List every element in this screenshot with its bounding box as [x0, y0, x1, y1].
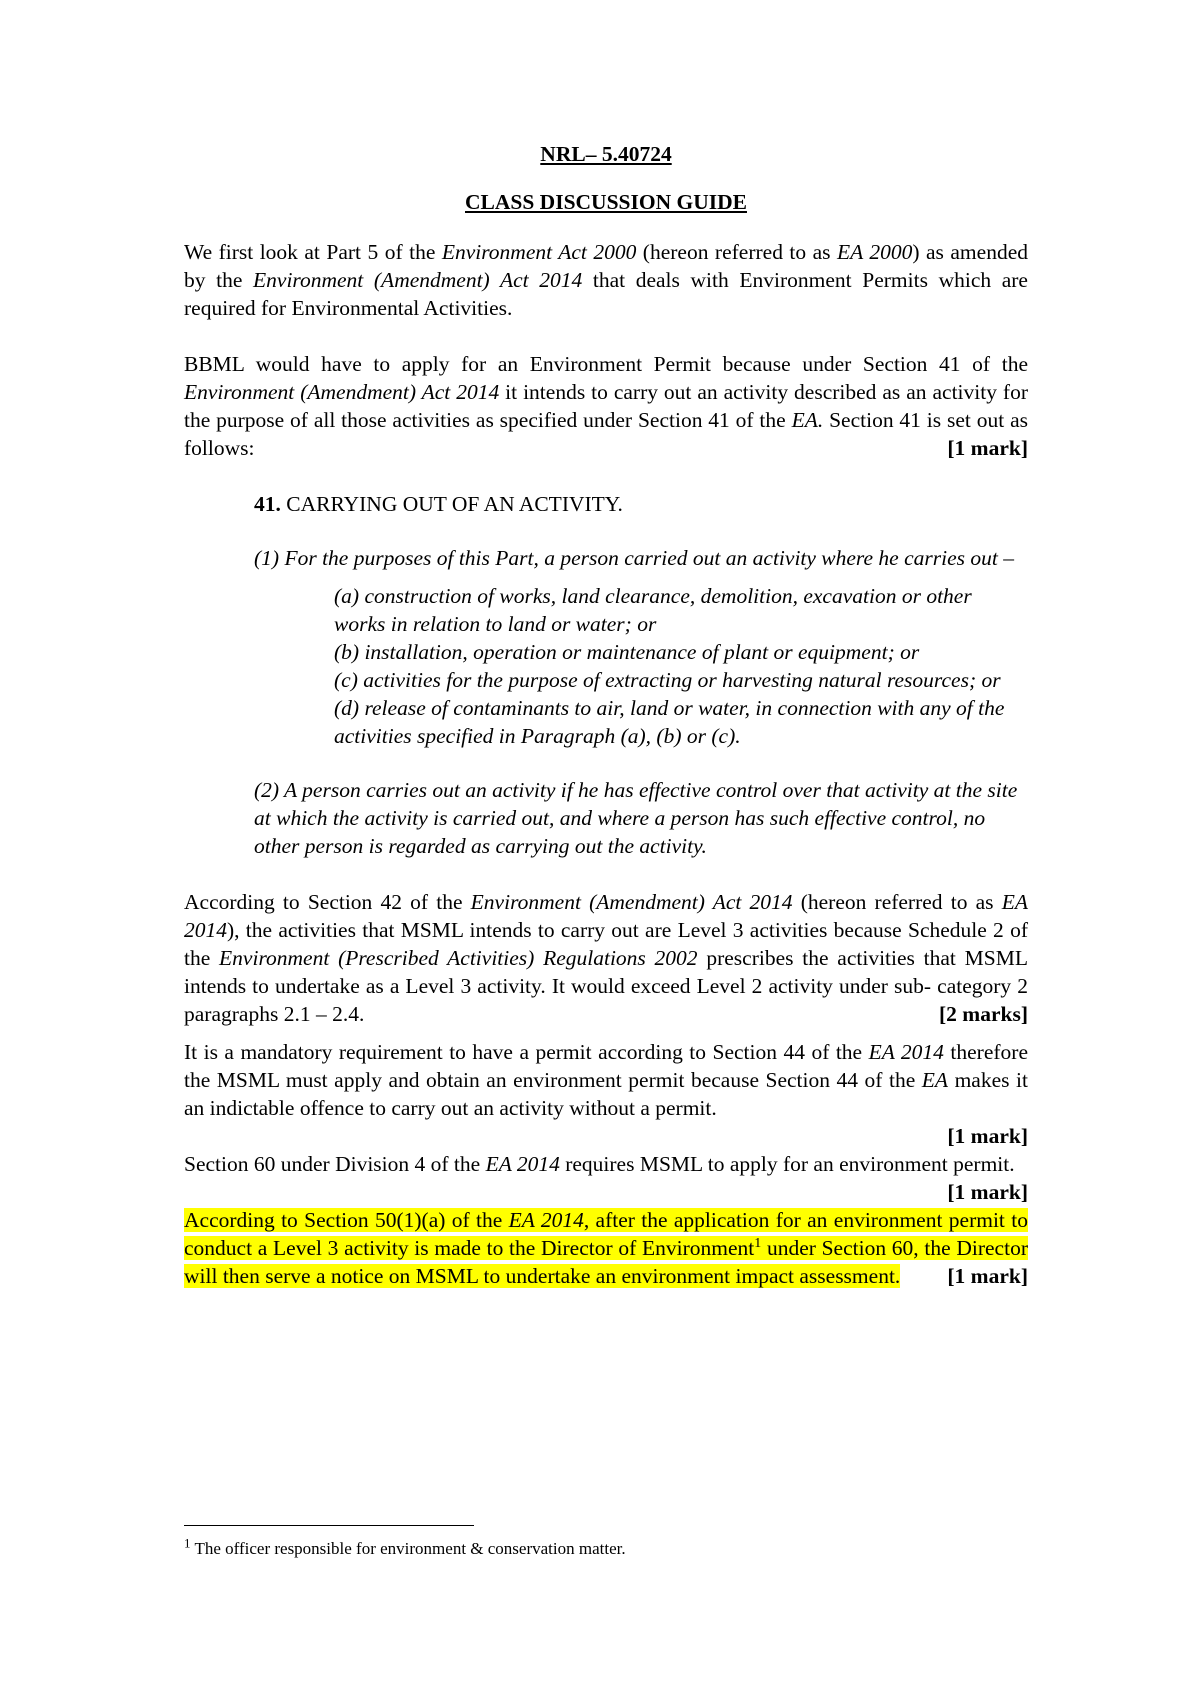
section-41-quote: [254, 490, 1028, 860]
mark-label: [1 mark]: [947, 1264, 1028, 1288]
document-body: [184, 140, 1028, 1290]
list-item: (c) activities for the purpose of extracting or harvesting natural resources; or: [334, 668, 1001, 692]
mark-label: [1 mark]: [947, 1124, 1028, 1148]
footnote-number: 1: [184, 1535, 191, 1551]
paragraph-section-42: According to Section 42 of the Environment (Amendment) Act 2014 (hereon referred to as EA 2014), the activities that MSML intends to carry out are Level 3 activities because Schedule 2 of the Environment (Prescribed Activities) Regulations 2002 prescribes the activities that MSML intends to undertake as a Level 3 activity. It would exceed Level 2 activity under sub- category 2 paragraphs 2.1 – 2.4. [2 marks]: [184, 890, 1028, 1026]
list-item: (a) construction of works, land clearance, demolition, excavation or other works in relation to land or water; or: [334, 584, 972, 636]
mark-label: [2 marks]: [939, 1002, 1028, 1026]
footnote-reference: 1: [754, 1235, 762, 1251]
mark-row: [184, 1122, 1028, 1150]
paragraph-section-44: It is a mandatory requirement to have a permit according to Section 44 of the EA 2014 therefore the MSML must apply and obtain an environment permit because Section 44 of the EA makes it an indictable offence to carry out an activity without a permit.: [184, 1040, 1028, 1120]
paragraph-section-60: Section 60 under Division 4 of the EA 2014 requires MSML to apply for an environment permit. [1 mark]: [184, 1152, 1028, 1204]
list-item: (b) installation, operation or maintenance of plant or equipment; or: [334, 640, 920, 664]
paragraph-bbml: BBML would have to apply for an Environment Permit because under Section 41 of the Environment (Amendment) Act 2014 it intends to carry out an activity described as an activity for the purpose of all those activities as specified under Section 41 of the EA. Section 41 is set out as follows: [1 mark]: [184, 352, 1028, 460]
paragraph-section-50-highlighted: According to Section 50(1)(a) of the EA 2014, after the application for an environment permit to conduct a Level 3 activity is made to the Director of Environment$^1$ under Section 60, the Director will then serve a notice on MSML to undertake an environment impact assessment. [1 mark]: [184, 1208, 1028, 1288]
paragraph-intro: We first look at Part 5 of the Environment Act 2000 (hereon referred to as EA 2000) as amended by the Environment (Amendment) Act 2014 that deals with Environment Permits which are required for Environmental Activities.: [184, 240, 1028, 320]
footnote: [184, 1535, 626, 1560]
footnote-text: The officer responsible for environment & conservation matter.: [190, 1539, 626, 1558]
mark-label: [1 mark]: [947, 436, 1028, 460]
page-title: CLASS DISCUSSION GUIDE: [465, 190, 747, 214]
section-41-subsection-1: (1) For the purposes of this Part, a person carried out an activity where he carries out –: [254, 546, 1014, 570]
footnote-separator: [184, 1525, 474, 1526]
course-code: NRL– 5.40724: [540, 142, 672, 166]
list-item: (d) release of contaminants to air, land or water, in connection with any of the activities specified in Paragraph (a), (b) or (c).: [334, 696, 1005, 748]
section-41-subsection-2: (2) A person carries out an activity if he has effective control over that activity at the site at which the activity is carried out, and where a person has such effective control, no other person is regarded as carrying out the activity.: [254, 778, 1018, 858]
section-41-heading: 41. CARRYING OUT OF AN ACTIVITY.: [254, 492, 623, 516]
mark-label: [1 mark]: [947, 1180, 1028, 1204]
